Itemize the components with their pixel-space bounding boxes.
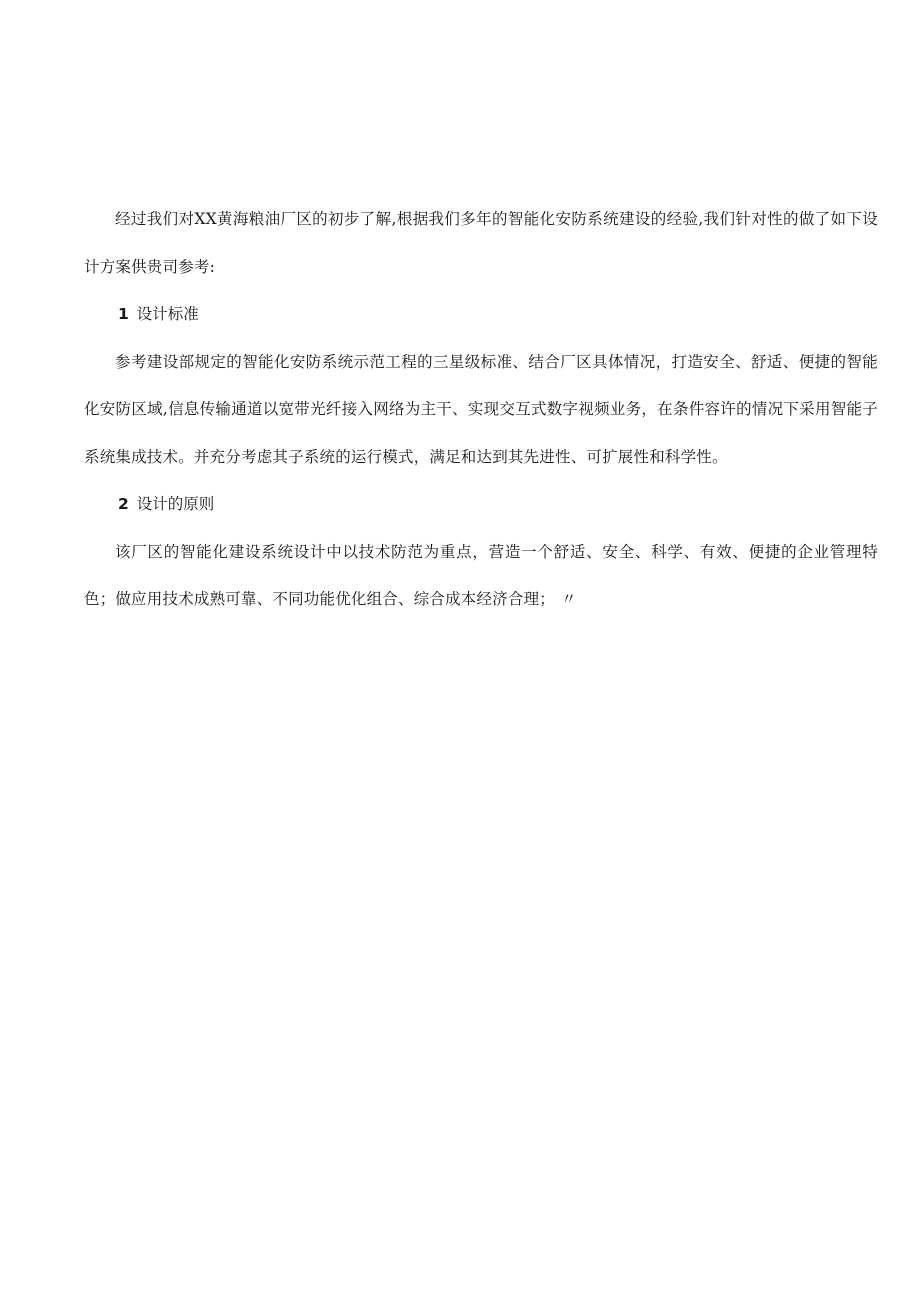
section-title: 设计的原则 — [136, 495, 215, 513]
section-2-body-text: 该厂区的智能化建设系统设计中以技术防范为重点，营造一个舒适、安全、科学、有效、便捷的企业管理特色；做应用技术成熟可靠、不同功能优化组合、综合成本经济合理； — [84, 542, 878, 608]
section-heading-1 — [84, 291, 878, 339]
trailing-mark: 〃 — [561, 590, 577, 608]
section-number: 1 — [118, 305, 129, 323]
document-body — [84, 196, 878, 624]
section-2-paragraph — [84, 529, 878, 624]
section-title: 设计标准 — [136, 305, 199, 323]
intro-paragraph: 经过我们对XX黄海粮油厂区的初步了解,根据我们多年的智能化安防系统建设的经验,我们针对性的做了如下设计方案供贵司参考: — [84, 210, 878, 276]
section-heading-2 — [84, 481, 878, 529]
section-1-paragraph: 参考建设部规定的智能化安防系统示范工程的三星级标准、结合厂区具体情况，打造安全、舒适、便捷的智能化安防区域,信息传输通道以宽带光纤接入网络为主干、实现交互式数字视频业务，在条件容许的情况下采用智能子系统集成技术。并充分考虑其子系统的运行模式，满足和达到其先进性、可扩展性和科学性。 — [84, 352, 878, 466]
section-number: 2 — [118, 495, 129, 513]
